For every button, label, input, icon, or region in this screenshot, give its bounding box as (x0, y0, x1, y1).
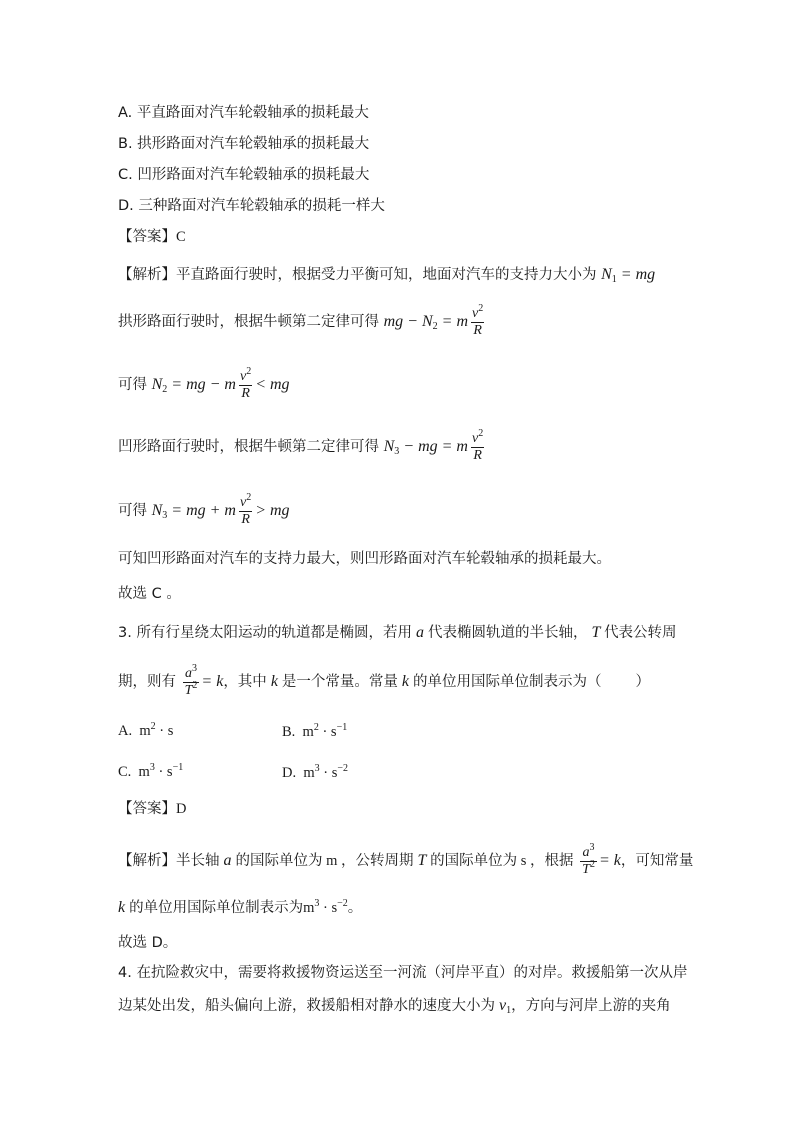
analysis-label: 【解析】 (118, 267, 176, 283)
answer-value: C (176, 229, 186, 245)
option-a: A. 平直路面对汽车轮毂轴承的损耗最大 (118, 105, 369, 121)
option-d: D. 三种路面对汽车轮毂轴承的损耗一样大 (118, 198, 385, 214)
answer-line (118, 230, 186, 245)
q3-option-c: C. $m^3 \cdot s^{-1}$ (118, 762, 184, 780)
equation-n2: $N_2$ = mg − m $\frac{v^2}{R}$ < mg (151, 366, 290, 401)
q3-analysis-label: 【解析】 (118, 853, 176, 870)
choose-line-q3: 故选 D。 (118, 935, 178, 951)
q3-answer-line (118, 802, 186, 817)
q3-option-a: A. $m^2 \cdot s$ (118, 721, 174, 739)
analysis-line-3: 可得 $N_2$ = mg − m $\frac{v^2}{R}$ < mg (118, 366, 290, 401)
q3-analysis-line-2: k 的单位用国际单位制表示为$m^3 \cdot s^{-2}$。 (118, 898, 363, 916)
equation-n1: $N_1$ = mg (601, 266, 656, 285)
option-b: B. 拱形路面对汽车轮毂轴承的损耗最大 (118, 136, 370, 152)
q3-stem-line-1: 3. 所有行星绕太阳运动的轨道都是椭圆，若用 a 代表椭圆轨道的半长轴， T 代表公转周 (118, 624, 677, 641)
equation-concave: $N_3$ − mg = m $\frac{v^2}{R}$ (383, 428, 484, 463)
q4-stem-line-1: 4. 在抗险救灾中，需要将救援物资运送至一河流（河岸平直）的对岸。救援船第一次从岸 (118, 965, 688, 981)
q3-answer-label: 【答案】 (118, 801, 176, 817)
equation-n3: $N_3$ = mg + m $\frac{v^2}{R}$ > mg (151, 492, 290, 527)
equation-arch: mg − $N_2 = m$ $\frac{v^2}{R}$ (383, 303, 484, 338)
choose-line-q2: 故选 C 。 (118, 586, 181, 602)
q3-analysis-line-1: 【解析】半长轴 a 的国际单位为 m ，公转周期 T 的国际单位为 s ，根据 $\frac{a^3}{T^2}$ = k，可知常量 (118, 842, 694, 877)
q4-stem-line-2: 边某处出发，船头偏向上游，救援船相对静水的速度大小为 $v_1$，方向与河岸上游的夹角 (118, 997, 671, 1016)
q3-option-d: D. $m^3 \cdot s^{-2}$ (282, 763, 349, 781)
analysis-line-5: 可得 $N_3$ = mg + m $\frac{v^2}{R}$ > mg (118, 492, 290, 527)
option-c: C. 凹形路面对汽车轮毂轴承的损耗最大 (118, 167, 370, 183)
q3-option-b: B. $m^2 \cdot s^{-1}$ (282, 722, 348, 740)
analysis-line-2: 拱形路面行驶时，根据牛顿第二定律可得 mg − $N_2 = m$ $\frac{v^2}{R}$ (118, 307, 487, 338)
analysis-line-1: 【解析】平直路面行驶时，根据受力平衡可知，地面对汽车的支持力大小为 $N_1$ = mg (118, 266, 656, 285)
analysis-line-4: 凹形路面行驶时，根据牛顿第二定律可得 $N_3$ − mg = m $\frac{v^2}{R}$ (118, 432, 487, 463)
conclusion-line: 可知凹形路面对汽车的支持力最大，则凹形路面对汽车轮毂轴承的损耗最大。 (118, 551, 611, 567)
kepler-formula: $\frac{a^3}{T^2}$ = k (184, 663, 224, 698)
answer-label: 【答案】 (118, 229, 176, 245)
q3-stem-line-2: 期，则有 $\frac{a^3}{T^2}$ = k，其中 k 是一个常量。常量 k 的单位用国际单位制表示为（ ） (118, 663, 651, 698)
q3-answer-value: D (176, 801, 187, 817)
